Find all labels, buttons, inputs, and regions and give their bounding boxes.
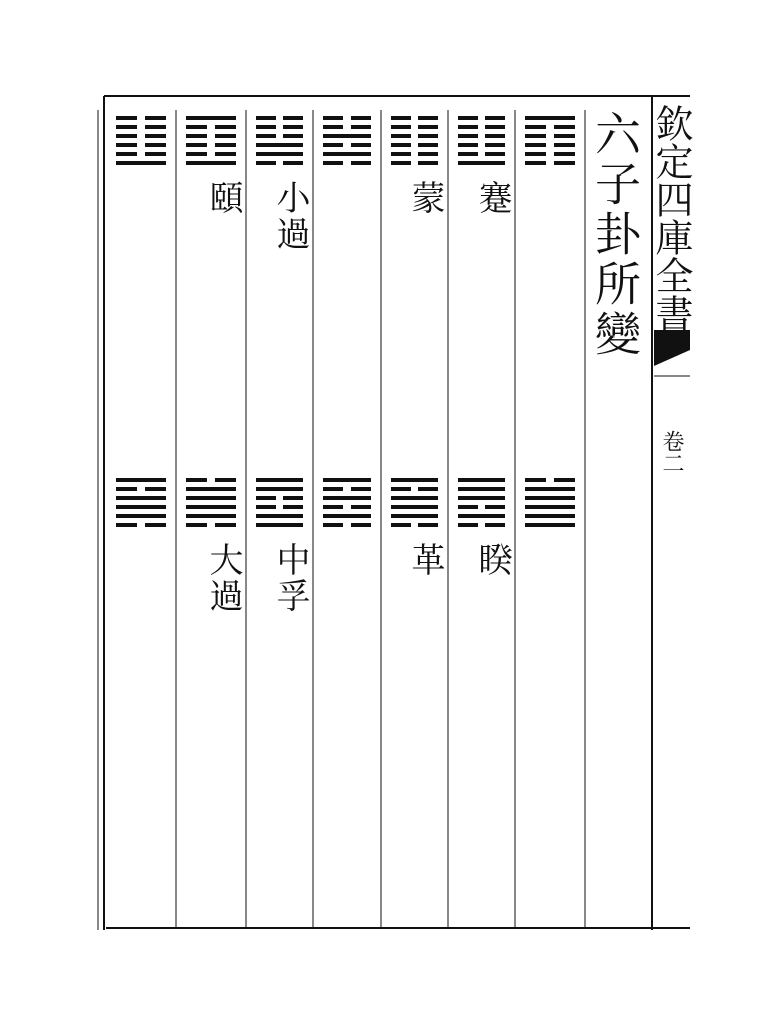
broken-line — [391, 152, 438, 156]
broken-line — [116, 523, 166, 527]
broken-line — [116, 152, 166, 156]
broken-line — [186, 523, 236, 527]
broken-line — [256, 134, 303, 138]
broken-line — [256, 505, 303, 509]
solid-line — [186, 116, 236, 120]
broken-line — [525, 143, 575, 147]
solid-line — [116, 505, 166, 509]
hexagram-name: 蒙 — [405, 180, 445, 216]
solid-line — [458, 496, 505, 500]
broken-line — [116, 125, 166, 129]
fishtail-mark — [654, 330, 690, 366]
solid-line — [256, 143, 303, 147]
broken-line — [458, 125, 505, 129]
broken-line — [391, 161, 438, 165]
hexagram-name: 中孚 — [270, 542, 310, 614]
hexagram-figure — [525, 478, 575, 532]
broken-line — [323, 161, 371, 165]
broken-line — [323, 505, 371, 509]
broken-line — [116, 487, 166, 491]
broken-line — [323, 523, 371, 527]
hexagram-figure — [525, 116, 575, 170]
hexagram-figure — [256, 478, 303, 532]
solid-line — [458, 514, 505, 518]
solid-line — [256, 523, 303, 527]
broken-line — [186, 478, 236, 482]
solid-line — [116, 514, 166, 518]
broken-line — [525, 125, 575, 129]
solid-line — [525, 514, 575, 518]
broken-line — [186, 143, 236, 147]
solid-line — [391, 505, 438, 509]
hexagram-figure — [116, 116, 166, 170]
solid-line — [525, 116, 575, 120]
solid-line — [116, 478, 166, 482]
solid-line — [391, 496, 438, 500]
solid-line — [323, 134, 371, 138]
broken-line — [116, 143, 166, 147]
broken-line — [391, 134, 438, 138]
solid-line — [525, 487, 575, 491]
solid-line — [256, 514, 303, 518]
hexagram-name: 頤 — [203, 180, 243, 216]
broken-line — [525, 152, 575, 156]
volume-label: 卷二 — [659, 430, 684, 474]
broken-line — [525, 478, 575, 482]
hexagram-name: 小過 — [270, 180, 310, 252]
broken-line — [458, 134, 505, 138]
solid-line — [323, 496, 371, 500]
broken-line — [391, 116, 438, 120]
solid-line — [391, 478, 438, 482]
solid-line — [186, 496, 236, 500]
broken-line — [256, 116, 303, 120]
hexagram-name: 蹇 — [472, 180, 512, 216]
hexagram-name: 革 — [405, 542, 445, 578]
broken-line — [323, 487, 371, 491]
broken-line — [116, 116, 166, 120]
hexagram-figure — [391, 478, 438, 532]
hexagram-figure — [186, 116, 236, 170]
solid-line — [186, 505, 236, 509]
hexagram-figure — [186, 478, 236, 532]
solid-line — [323, 514, 371, 518]
broken-line — [458, 143, 505, 147]
hexagram-figure — [391, 116, 438, 170]
broken-line — [391, 523, 438, 527]
hexagram-name: 睽 — [472, 542, 512, 578]
hexagram-figure — [323, 116, 371, 170]
broken-line — [323, 143, 371, 147]
solid-line — [116, 496, 166, 500]
hexagram-figure — [256, 116, 303, 170]
solid-line — [391, 514, 438, 518]
broken-line — [525, 161, 575, 165]
solid-line — [323, 478, 371, 482]
solid-line — [458, 487, 505, 491]
solid-line — [186, 487, 236, 491]
section-title: 六子卦所變 — [588, 110, 642, 360]
broken-line — [458, 116, 505, 120]
broken-line — [323, 125, 371, 129]
broken-line — [256, 496, 303, 500]
hexagram-figure — [458, 478, 505, 532]
solid-line — [323, 152, 371, 156]
solid-line — [458, 161, 505, 165]
broken-line — [116, 134, 166, 138]
broken-line — [186, 125, 236, 129]
solid-line — [186, 161, 236, 165]
hexagram-figure — [323, 478, 371, 532]
broken-line — [458, 505, 505, 509]
broken-line — [458, 152, 505, 156]
broken-line — [256, 125, 303, 129]
solid-line — [186, 514, 236, 518]
broken-line — [186, 152, 236, 156]
broken-line — [391, 125, 438, 129]
collection-title: 欽定四庫全書 — [649, 104, 693, 332]
solid-line — [116, 161, 166, 165]
solid-line — [525, 496, 575, 500]
hexagram-figure — [116, 478, 166, 532]
solid-line — [256, 152, 303, 156]
broken-line — [391, 487, 438, 491]
solid-line — [256, 487, 303, 491]
solid-line — [458, 478, 505, 482]
solid-line — [525, 523, 575, 527]
broken-line — [186, 134, 236, 138]
hexagram-figure — [458, 116, 505, 170]
solid-line — [525, 505, 575, 509]
broken-line — [323, 116, 371, 120]
hexagram-name: 大過 — [203, 542, 243, 614]
broken-line — [525, 134, 575, 138]
broken-line — [256, 161, 303, 165]
broken-line — [458, 523, 505, 527]
broken-line — [391, 143, 438, 147]
solid-line — [256, 478, 303, 482]
